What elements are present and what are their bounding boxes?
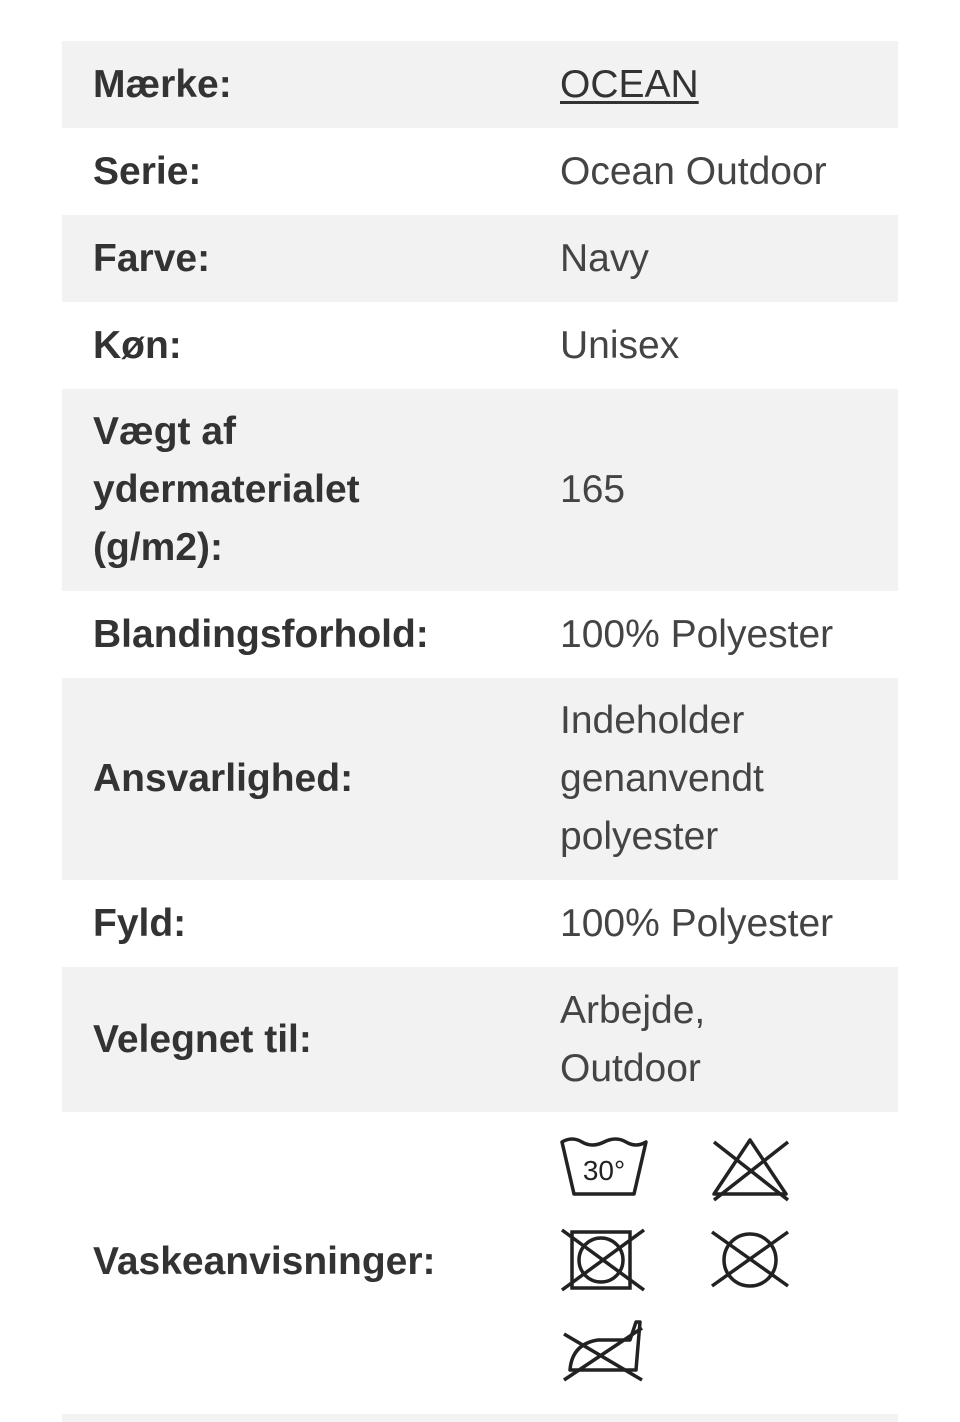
wash-30-icon xyxy=(560,1134,648,1216)
spec-value: Navy xyxy=(560,236,649,280)
spec-value: 100% Polyester xyxy=(560,612,834,656)
no-iron-icon xyxy=(560,1314,648,1396)
spec-row-series xyxy=(62,128,898,215)
product-spec-table xyxy=(62,41,898,1412)
spec-row-weight xyxy=(62,389,898,591)
spec-label: Blandingsforhold: xyxy=(93,612,429,656)
no-bleach-icon xyxy=(710,1134,798,1216)
spec-value: Arbejde, Outdoor xyxy=(560,988,706,1090)
spec-row-filling xyxy=(62,880,898,967)
spec-row-blend xyxy=(62,591,898,678)
spec-label: Farve: xyxy=(93,236,211,280)
spec-label: Fyld: xyxy=(93,901,187,945)
spec-label: Vaskeanvisninger: xyxy=(93,1240,436,1283)
spec-value xyxy=(560,56,898,114)
spec-row-suitable-for xyxy=(62,967,898,1112)
spec-label: Velegnet til: xyxy=(93,1017,312,1061)
spec-value: Unisex xyxy=(560,323,680,367)
spec-row-responsibility xyxy=(62,678,898,880)
spec-label: Vægt af ydermaterialet (g/m2): xyxy=(93,410,360,569)
spec-value: 165 xyxy=(560,468,626,511)
spec-value: Indeholder genanvendt polyester xyxy=(560,699,764,858)
spec-row-gender xyxy=(62,302,898,389)
no-dry-clean-icon xyxy=(710,1224,798,1306)
spec-label: Ansvarlighed: xyxy=(93,757,354,800)
spec-label: Mærke: xyxy=(93,62,232,106)
wash-temperature: 30° xyxy=(582,1155,626,1186)
spec-value: 100% Polyester xyxy=(560,901,834,945)
care-icons xyxy=(560,1128,898,1396)
no-tumble-dry-icon xyxy=(560,1224,648,1306)
spec-row-care xyxy=(62,1112,898,1412)
table-bottom-edge xyxy=(62,1414,898,1422)
brand-link[interactable]: OCEAN xyxy=(560,62,699,106)
spec-row-color xyxy=(62,215,898,302)
spec-label: Køn: xyxy=(93,323,182,367)
spec-value: Ocean Outdoor xyxy=(560,149,827,193)
spec-row-brand xyxy=(62,41,898,128)
spec-label: Serie: xyxy=(93,149,202,193)
